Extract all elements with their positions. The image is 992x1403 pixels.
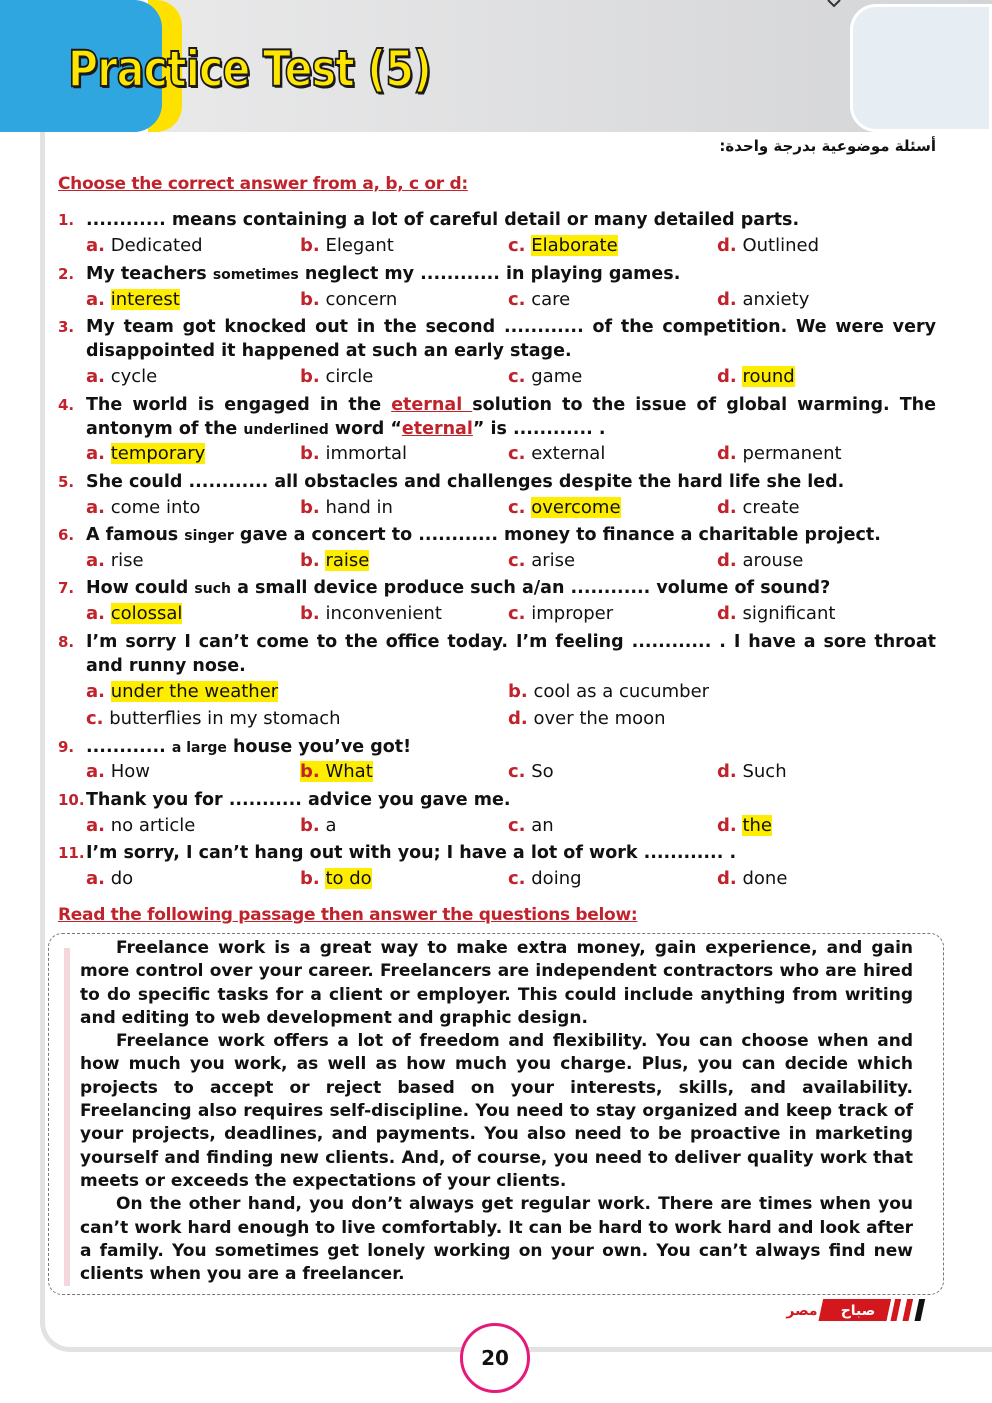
- question-number: 7.: [58, 579, 75, 597]
- option-a[interactable]: a. no article: [86, 815, 196, 836]
- options-6: [86, 550, 946, 576]
- options-8-row-2: [86, 708, 946, 734]
- options-5: [86, 497, 946, 523]
- question-9: [58, 735, 936, 760]
- options-2: [86, 289, 946, 315]
- question-number: 1.: [58, 211, 75, 229]
- option-b[interactable]: b. raise: [300, 550, 370, 571]
- option-d[interactable]: d. anxiety: [717, 289, 810, 310]
- question-number: 2.: [58, 265, 75, 283]
- options-7: [86, 603, 946, 629]
- header-right-panel: [850, 4, 992, 132]
- option-b[interactable]: b. concern: [300, 289, 398, 310]
- publisher-logo: [784, 1295, 944, 1325]
- passage-paragraph-2: Freelance work offers a lot of freedom and flexibility. You can choose when and how much you work, as well as how much you charge. Plus, you can decide which projects to accept or reject based on your interests, skills, and availability. Freelancing also requires self-discipline. You need to stay organized and keep track of your projects, deadlines, and payments. You also need to be proactive in marketing yourself and finding new clients. And, of course, you need to deliver quality work that meets or exceeds the expectations of your clients.: [80, 1031, 913, 1191]
- passage-side-bar: [64, 948, 70, 1286]
- section-heading-passage: Read the following passage then answer the questions below:: [58, 905, 638, 925]
- question-8: [58, 630, 936, 678]
- option-d[interactable]: d. Outlined: [717, 235, 820, 256]
- option-a[interactable]: a. come into: [86, 497, 201, 518]
- question-number: 6.: [58, 526, 75, 544]
- option-c[interactable]: c. overcome: [508, 497, 621, 518]
- question-5: [58, 470, 936, 494]
- question-11: [58, 841, 936, 865]
- question-number: 10.: [58, 791, 85, 809]
- option-a[interactable]: a. under the weather: [86, 681, 279, 702]
- question-number: 8.: [58, 633, 75, 651]
- option-b[interactable]: b. immortal: [300, 443, 408, 464]
- option-d[interactable]: d. arouse: [717, 550, 804, 571]
- option-c[interactable]: c. arise: [508, 550, 576, 571]
- options-11: [86, 868, 946, 894]
- question-text: My team got knocked out in the second ............ of the competition. We were very disappointed it happened at such an early stage.: [86, 317, 936, 361]
- question-text: My teachers sometimes neglect my ............ in playing games.: [86, 264, 681, 284]
- question-number: 11.: [58, 844, 85, 862]
- question-1: [58, 208, 936, 232]
- option-c[interactable]: c. butterflies in my stomach: [86, 708, 341, 729]
- arabic-section-label: أسئلة موضوعية بدرجة واحدة:: [719, 137, 936, 155]
- question-number: 3.: [58, 318, 75, 336]
- option-b[interactable]: b. circle: [300, 366, 374, 387]
- option-c[interactable]: c. So: [508, 761, 554, 782]
- option-a[interactable]: a. interest: [86, 289, 180, 310]
- question-text: The world is engaged in the eternal solution to the issue of global warming. The antonym of the underlined word “eternal” is ............ .: [86, 395, 936, 439]
- option-c[interactable]: c. improper: [508, 603, 614, 624]
- option-a[interactable]: a. do: [86, 868, 134, 889]
- question-3: [58, 315, 936, 363]
- question-text: ............ a large house you’ve got!: [86, 737, 412, 757]
- question-text: Thank you for ........... advice you gave me.: [86, 790, 511, 810]
- question-7: [58, 576, 936, 601]
- question-text: She could ............ all obstacles and challenges despite the hard life she led.: [86, 472, 845, 492]
- passage-paragraph-3: On the other hand, you don’t always get regular work. There are times when you can’t work hard enough to live comfortably. It can be hard to work hard and look after a family. You sometimes get lonely working on your own. You can’t always find new clients when you are a freelancer.: [80, 1194, 913, 1285]
- question-text: ............ means containing a lot of careful detail or many detailed parts.: [86, 210, 800, 230]
- question-2: [58, 262, 936, 287]
- option-c[interactable]: c. game: [508, 366, 583, 387]
- question-text: I’m sorry I can’t come to the office today. I’m feeling ............ . I have a sore throat and runny nose.: [86, 632, 936, 676]
- option-b[interactable]: b. hand in: [300, 497, 393, 518]
- option-b[interactable]: b. to do: [300, 868, 372, 889]
- option-d[interactable]: d. round: [717, 366, 795, 387]
- option-d[interactable]: d. significant: [717, 603, 836, 624]
- option-b[interactable]: b. cool as a cucumber: [508, 681, 710, 702]
- question-number: 5.: [58, 473, 75, 491]
- option-b[interactable]: b. Elegant: [300, 235, 394, 256]
- question-10: [58, 788, 936, 812]
- option-a[interactable]: a. Dedicated: [86, 235, 203, 256]
- option-a[interactable]: a. rise: [86, 550, 144, 571]
- header-decoration-icon: [820, 0, 860, 8]
- option-b[interactable]: b. inconvenient: [300, 603, 442, 624]
- question-4: [58, 393, 936, 442]
- option-d[interactable]: d. over the moon: [508, 708, 666, 729]
- question-text: A famous singer gave a concert to ............ money to finance a charitable project.: [86, 525, 881, 545]
- option-d[interactable]: d. done: [717, 868, 788, 889]
- options-8-row-1: [86, 681, 946, 707]
- question-number: 9.: [58, 738, 75, 756]
- question-text: I’m sorry, I can’t hang out with you; I have a lot of work ............ .: [86, 843, 737, 863]
- option-c[interactable]: c. Elaborate: [508, 235, 618, 256]
- options-4: [86, 443, 946, 469]
- reading-passage: [80, 937, 913, 1286]
- option-b[interactable]: b. What: [300, 761, 373, 782]
- question-6: [58, 523, 936, 548]
- option-d[interactable]: d. the: [717, 815, 773, 836]
- option-c[interactable]: c. doing: [508, 868, 582, 889]
- section-heading-choose: Choose the correct answer from a, b, c or d:: [58, 174, 468, 194]
- option-a[interactable]: a. cycle: [86, 366, 158, 387]
- option-c[interactable]: c. an: [508, 815, 554, 836]
- options-10: [86, 815, 946, 841]
- question-text: How could such a small device produce such a/an ............ volume of sound?: [86, 578, 831, 598]
- page-number: 20: [460, 1323, 530, 1393]
- option-d[interactable]: d. permanent: [717, 443, 842, 464]
- option-d[interactable]: d. Such: [717, 761, 787, 782]
- question-number: 4.: [58, 396, 75, 414]
- logo-text-secondary: مصر: [786, 1303, 818, 1319]
- option-b[interactable]: b. a: [300, 815, 337, 836]
- logo-text-main: صباح: [840, 1303, 876, 1319]
- option-d[interactable]: d. create: [717, 497, 800, 518]
- option-c[interactable]: c. external: [508, 443, 606, 464]
- options-3: [86, 366, 946, 392]
- option-a[interactable]: a. colossal: [86, 603, 183, 624]
- option-a[interactable]: a. temporary: [86, 443, 206, 464]
- options-1: [86, 235, 946, 261]
- options-9: [86, 761, 946, 787]
- option-c[interactable]: c. care: [508, 289, 571, 310]
- passage-paragraph-1: Freelance work is a great way to make extra money, gain experience, and gain more control over your career. Freelancers are independent contractors who are hired to do specific tasks for a client or employer. This could include anything from writing and editing to web development and graphic design.: [80, 938, 913, 1028]
- option-a[interactable]: a. How: [86, 761, 150, 782]
- page-title: Practice Test (5): [68, 40, 431, 98]
